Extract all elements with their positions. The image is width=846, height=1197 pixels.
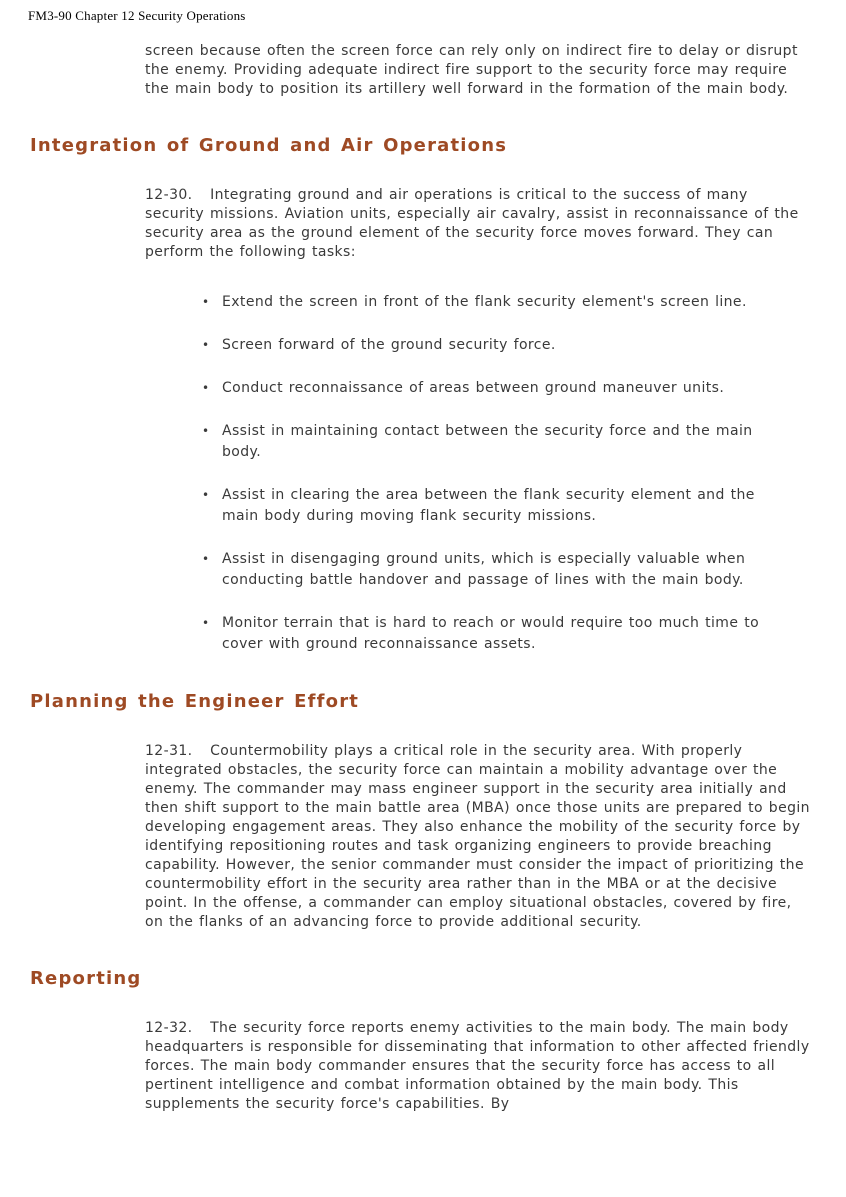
bullet-item xyxy=(202,292,792,313)
bullet-item-text: Assist in clearing the area between the flank security element and the main body during moving flank security missions. xyxy=(222,487,755,524)
bullet-icon: • xyxy=(202,338,210,352)
bullet-icon: • xyxy=(202,616,210,630)
bullet-item-text: Assist in maintaining contact between the security force and the main body. xyxy=(222,423,753,460)
bullet-icon: • xyxy=(202,552,210,566)
bullet-item-text: Conduct reconnaissance of areas between ground maneuver units. xyxy=(222,380,725,396)
section-heading-planning-engineer-effort: Planning the Engineer Effort xyxy=(30,691,360,712)
bullet-icon: • xyxy=(202,295,210,309)
bullet-item xyxy=(202,378,792,399)
bullet-item-text: Monitor terrain that is hard to reach or would require too much time to cover with ground reconnaissance assets. xyxy=(222,615,760,652)
aviation-tasks-bullet-list xyxy=(202,292,792,655)
bullet-item xyxy=(202,421,792,463)
bullet-item xyxy=(202,335,792,356)
document-header-title: FM3-90 Chapter 12 Security Operations xyxy=(28,8,246,23)
paragraph-12-31: 12-31. Countermobility plays a critical role in the security area. With properly integrated obstacles, the security force can maintain a mobility advantage over the enemy. The commander may mass engineer support in the security area initially and then shift support to the main battle area (MBA) once those units are prepared to begin developing engagement areas. They also enhance the mobility of the security force by identifying repositioning routes and task organizing engineers to provide breaching capability. However, the senior commander must consider the impact of prioritizing the countermobility effort in the security area rather than in the MBA or at the decisive point. In the offense, a commander can employ situational obstacles, covered by fire, on the flanks of an advancing force to provide additional security. xyxy=(145,743,816,930)
bullet-item xyxy=(202,549,792,591)
section-heading-reporting: Reporting xyxy=(30,968,142,989)
paragraph-12-30: 12-30. Integrating ground and air operations is critical to the success of many security missions. Aviation units, especially air cavalry, assist in reconnaissance of the security area as the ground element of the security force moves forward. They can perform the following tasks: xyxy=(145,187,805,260)
bullet-icon: • xyxy=(202,488,210,502)
section-heading-integration-ground-air: Integration of Ground and Air Operations xyxy=(30,135,508,156)
paragraph-12-32: 12-32. The security force reports enemy activities to the main body. The main body headquarters is responsible for disseminating that information to other affected friendly forces. The main body commander ensures that the security force has access to all pertinent intelligence and combat information obtained by the main body. This supplements the security force's capabilities. By xyxy=(145,1020,816,1112)
bullet-icon: • xyxy=(202,381,210,395)
bullet-item xyxy=(202,485,792,527)
bullet-icon: • xyxy=(202,424,210,438)
bullet-item xyxy=(202,613,792,655)
bullet-item-text: Screen forward of the ground security force. xyxy=(222,337,556,353)
bullet-item-text: Assist in disengaging ground units, which is especially valuable when conducting battle handover and passage of lines with the main body. xyxy=(222,551,746,588)
intro-paragraph: screen because often the screen force can rely only on indirect fire to delay or disrupt the enemy. Providing adequate indirect fire support to the security force may require the main body to position its artillery well forward in the formation of the main body. xyxy=(145,43,804,97)
bullet-item-text: Extend the screen in front of the flank security element's screen line. xyxy=(222,294,747,310)
